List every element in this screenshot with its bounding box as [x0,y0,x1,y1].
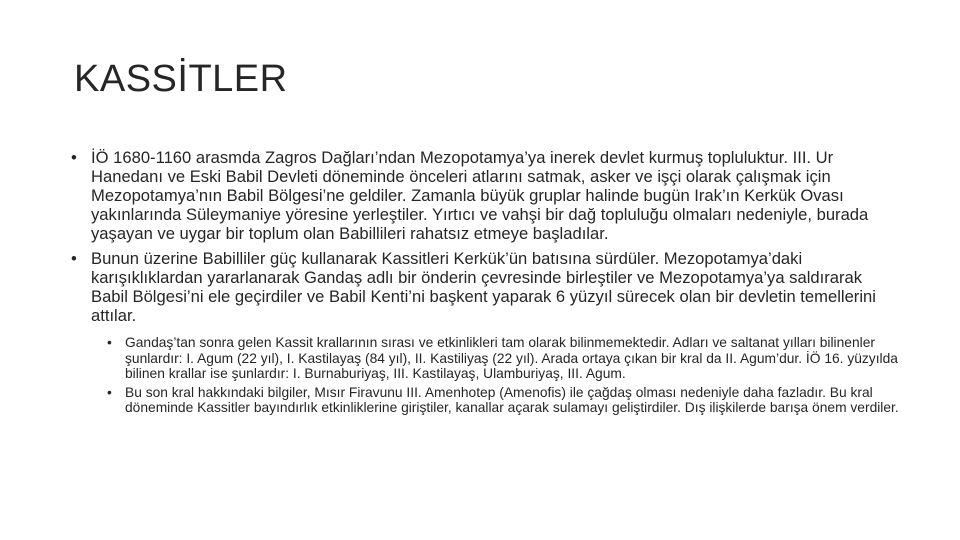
slide-body [70,148,900,419]
sub-bullet-text: Gandaş’tan sonra gelen Kassit krallarının sırası ve etkinlikleri tam olarak bilinmemektedir. Adları ve saltanat yılları bilinenler şunlardır: I. Agum (22 yıl), I. Kastilayaş (84 yıl), II. Kastiliyaş (22 yıl). Arada ortaya çıkan bir kral da II. Agum’dur. İÖ 16. yüzyılda bilinen krallar ise şunlardır: I. Burnaburiyaş, III. Kastilayaş, Ulamburiyaş, III. Agum. [125,335,898,381]
sub-bullet-item [107,385,900,416]
bullet-item [70,148,900,243]
bullet-dot-icon: • [71,148,77,167]
sub-bullet-list [107,335,900,416]
bullet-dot-icon: • [71,249,77,268]
bullet-dot-icon: • [107,384,112,400]
sub-bullet-item [107,335,900,382]
sub-bullet-text: Bu son kral hakkındaki bilgiler, Mısır Firavunu III. Amenhotep (Amenofis) ile çağdaş olması nedeniyle daha fazladır. Bu kral döneminde Kassitler bayındırlık etkinliklerine giriştiler, kanallar açarak sulamayı geliştirdiler. Dış ilişkilerde barışa önem verdiler. [125,384,899,415]
slide-title: KASSİTLER [74,58,288,100]
bullet-text: İÖ 1680-1160 arasmda Zagros Dağları’ndan Mezopotamya’ya inerek devlet kurmuş topluluktur. III. Ur Hanedanı ve Eski Babil Devleti döneminde önceleri atlarını satmak, asker ve işçi olarak çalışmak için Mezopotamya’nın Babil Bölgesi’ne geldiler. Zamanla büyük gruplar halinde bugün Irak’ın Kerkük Ovası yakınlarında Süleymaniye yöresine yerleştiler. Yırtıcı ve vahşi bir dağ topluluğu olmaları nedeniyle, burada yaşayan ve uygar bir toplum olan Babillileri rahatsız etmeye başladılar. [91,148,869,243]
bullet-item [70,249,900,325]
bullet-dot-icon: • [107,335,112,350]
bullet-text: Bunun üzerine Babilliler güç kullanarak Kassitleri Kerkük’ün batısına sürdüler. Mezopotamya’daki karışıklıklardan yararlanarak Gandaş adlı bir önderin çevresinde birleştiler ve Mezopotamya’ya saldırarak Babil Bölgesi’ni ele geçirdiler ve Babil Kenti’ni başkent yaparak 6 yüzyıl sürecek olan bir devletin temellerini attılar. [91,249,876,325]
